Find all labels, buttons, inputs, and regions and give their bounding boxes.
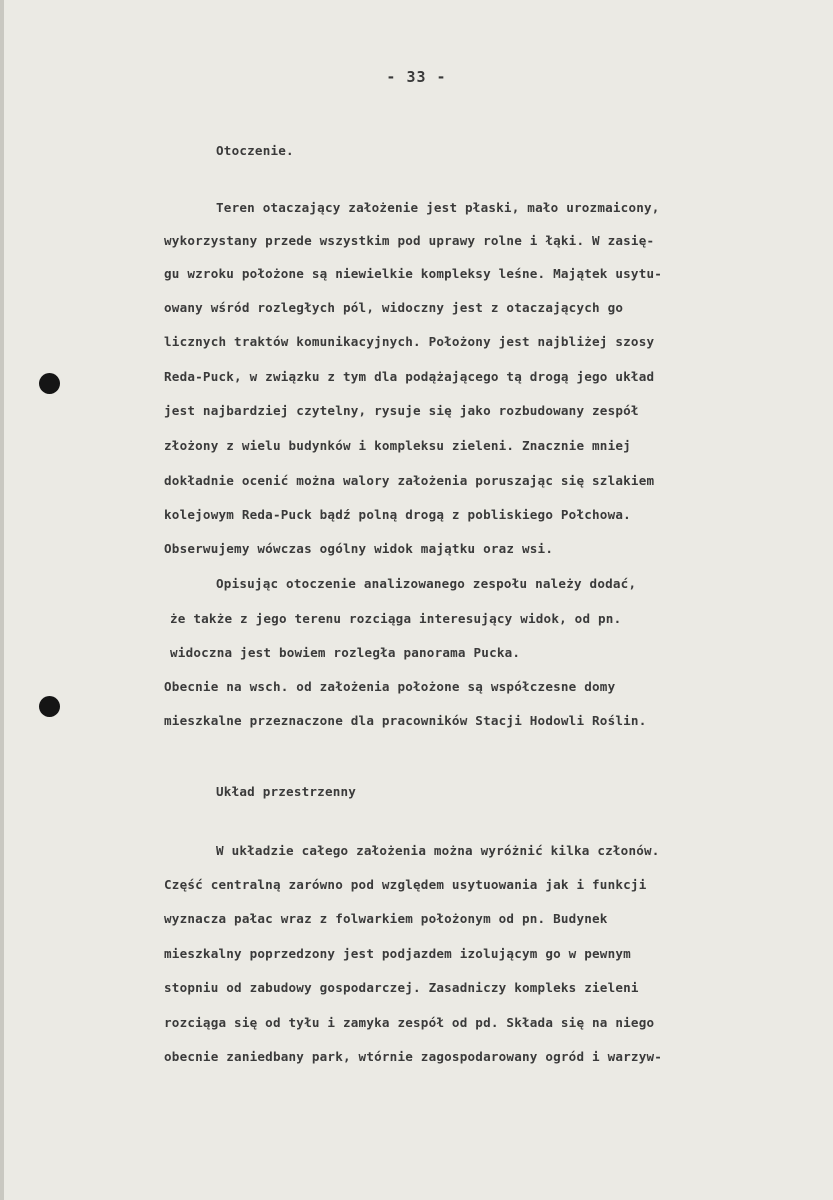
punch-hole-top — [39, 373, 60, 394]
text-line: złożony z wielu budynków i kompleksu zieleni. Znacznie mniej — [164, 438, 631, 453]
text-line: gu wzroku położone są niewielkie kompleksy leśne. Majątek usytu- — [164, 266, 663, 281]
text-line: Obecnie na wsch. od założenia położone są współczesne domy — [164, 679, 616, 694]
text-line: że także z jego terenu rozciąga interesujący widok, od pn. — [170, 611, 622, 626]
text-line: licznych traktów komunikacyjnych. Położony jest najbliżej szosy — [164, 334, 655, 349]
text-line: mieszkalne przeznaczone dla pracowników Stacji Hodowli Roślin. — [164, 713, 647, 728]
section-heading-spatial-layout: Układ przestrzenny — [216, 784, 357, 799]
text-line: Teren otaczający założenie jest płaski, mało urozmaicony, — [216, 200, 660, 215]
page-edge — [0, 0, 4, 1200]
text-line: Opisując otoczenie analizowanego zespołu należy dodać, — [216, 576, 637, 591]
text-line: wyznacza pałac wraz z folwarkiem położonym od pn. Budynek — [164, 911, 608, 926]
text-line: kolejowym Reda-Puck bądź polną drogą z pobliskiego Połchowa. — [164, 507, 631, 522]
text-line: mieszkalny poprzedzony jest podjazdem izolującym go w pewnym — [164, 946, 631, 961]
text-line: jest najbardziej czytelny, rysuje się jako rozbudowany zespół — [164, 403, 639, 418]
text-line: dokładnie ocenić można walory założenia poruszając się szlakiem — [164, 473, 655, 488]
text-line: Część centralną zarówno pod względem usytuowania jak i funkcji — [164, 877, 647, 892]
text-line: obecnie zaniedbany park, wtórnie zagospodarowany ogród i warzyw- — [164, 1049, 663, 1064]
page-number: - 33 - — [386, 68, 447, 86]
text-line: W układzie całego założenia można wyróżnić kilka członów. — [216, 843, 660, 858]
section-heading-surroundings: Otoczenie. — [216, 143, 294, 158]
text-line: owany wśród rozległych pól, widoczny jest z otaczających go — [164, 300, 624, 315]
punch-hole-bottom — [39, 696, 60, 717]
text-line: rozciąga się od tyłu i zamyka zespół od pd. Składa się na niego — [164, 1015, 655, 1030]
text-line: stopniu od zabudowy gospodarczej. Zasadniczy kompleks zieleni — [164, 980, 639, 995]
text-line: Obserwujemy wówczas ogólny widok majątku oraz wsi. — [164, 541, 554, 556]
text-line: Reda-Puck, w związku z tym dla podążającego tą drogą jego układ — [164, 369, 655, 384]
text-line: widoczna jest bowiem rozległa panorama Pucka. — [170, 645, 521, 660]
text-line: wykorzystany przede wszystkim pod uprawy rolne i łąki. W zasię- — [164, 233, 655, 248]
